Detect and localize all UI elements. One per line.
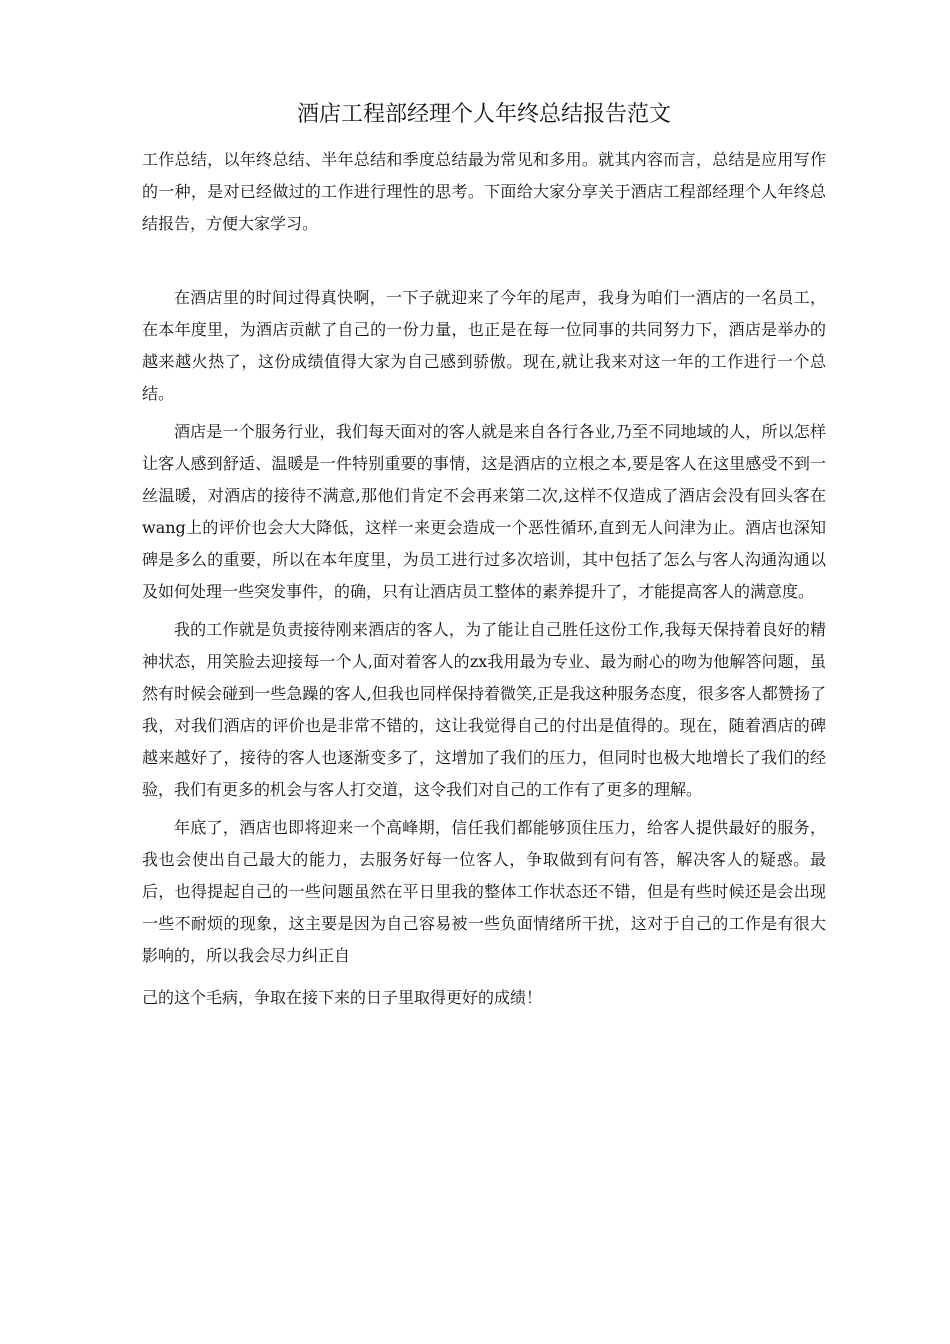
body-paragraph-1: 在酒店里的时间过得真快啊，一下子就迎来了今年的尾声，我身为咱们一酒店的一名员工，在本年度里，为酒店贡献了自己的一份力量，也正是在每一位同事的共同努力下，酒店是举办的越来越火热了，这份成绩值得大家为自己感到骄傲。现在,就让我来对这一年的工作进行一个总结。 [142,288,826,403]
body-paragraph-4: 年底了，酒店也即将迎来一个高峰期，信任我们都能够顶住压力，给客人提供最好的服务，我也会使出自己最大的能力，去服务好每一位客人，争取做到有问有答，解决客人的疑惑。最后，也得提起自己的一些问题虽然在平日里我的整体工作状态还不错，但是有些时候还是会出现一些不耐烦的现象，这主要是因为自己容易被一些负面情绪所干扰，这对于自己的工作是有很大影响的，所以我会尽力纠正自 [142,818,826,965]
closing-line: 己的这个毛病，争取在接下来的日子里取得更好的成绩！ [142,988,543,1007]
document-title: 酒店工程部经理个人年终总结报告范文 [296,102,671,127]
body-paragraph-2: 酒店是一个服务行业，我们每天面对的客人就是来自各行各业,乃至不同地域的人，所以怎样让客人感到舒适、温暖是一件特别重要的事情，这是酒店的立根之本,要是客人在这里感受不到一丝温暖，对酒店的接待不满意,那他们肯定不会再来第二次,这样不仅造成了酒店会没有回头客在wang上的评价也会大大降低，这样一来更会造成一个恶性循环,直到无人问津为止。酒店也深知碑是多么的重要，所以在本年度里，为员工进行过多次培训，其中包括了怎么与客人沟通沟通以及如何处理一些突发事件，的确，只有让酒店员工整体的素养提升了，才能提高客人的满意度。 [142,422,826,601]
body-paragraph-3: 我的工作就是负责接待刚来酒店的客人，为了能让自己胜任这份工作,我每天保持着良好的精神状态，用笑脸去迎接每一个人,面对着客人的zx我用最为专业、最为耐心的吻为他解答问题，虽然有时候会碰到一些急躁的客人,但我也同样保持着微笑,正是我这种服务态度，很多客人都赞扬了我，对我们酒店的评价也是非常不错的，这让我觉得自己的付出是值得的。现在，随着酒店的碑越来越好了，接待的客人也逐渐变多了，这增加了我们的压力，但同时也极大地增长了我们的经验，我们有更多的机会与客人打交道，这令我们对自己的工作有了更多的理解。 [142,620,826,799]
document-page [142,100,826,1014]
intro-paragraph: 工作总结，以年终总结、半年总结和季度总结最为常见和多用。就其内容而言，总结是应用写作的一种，是对已经做过的工作进行理性的思考。下面给大家分享关于酒店工程部经理个人年终总结报告，方便大家学习。 [142,150,826,233]
